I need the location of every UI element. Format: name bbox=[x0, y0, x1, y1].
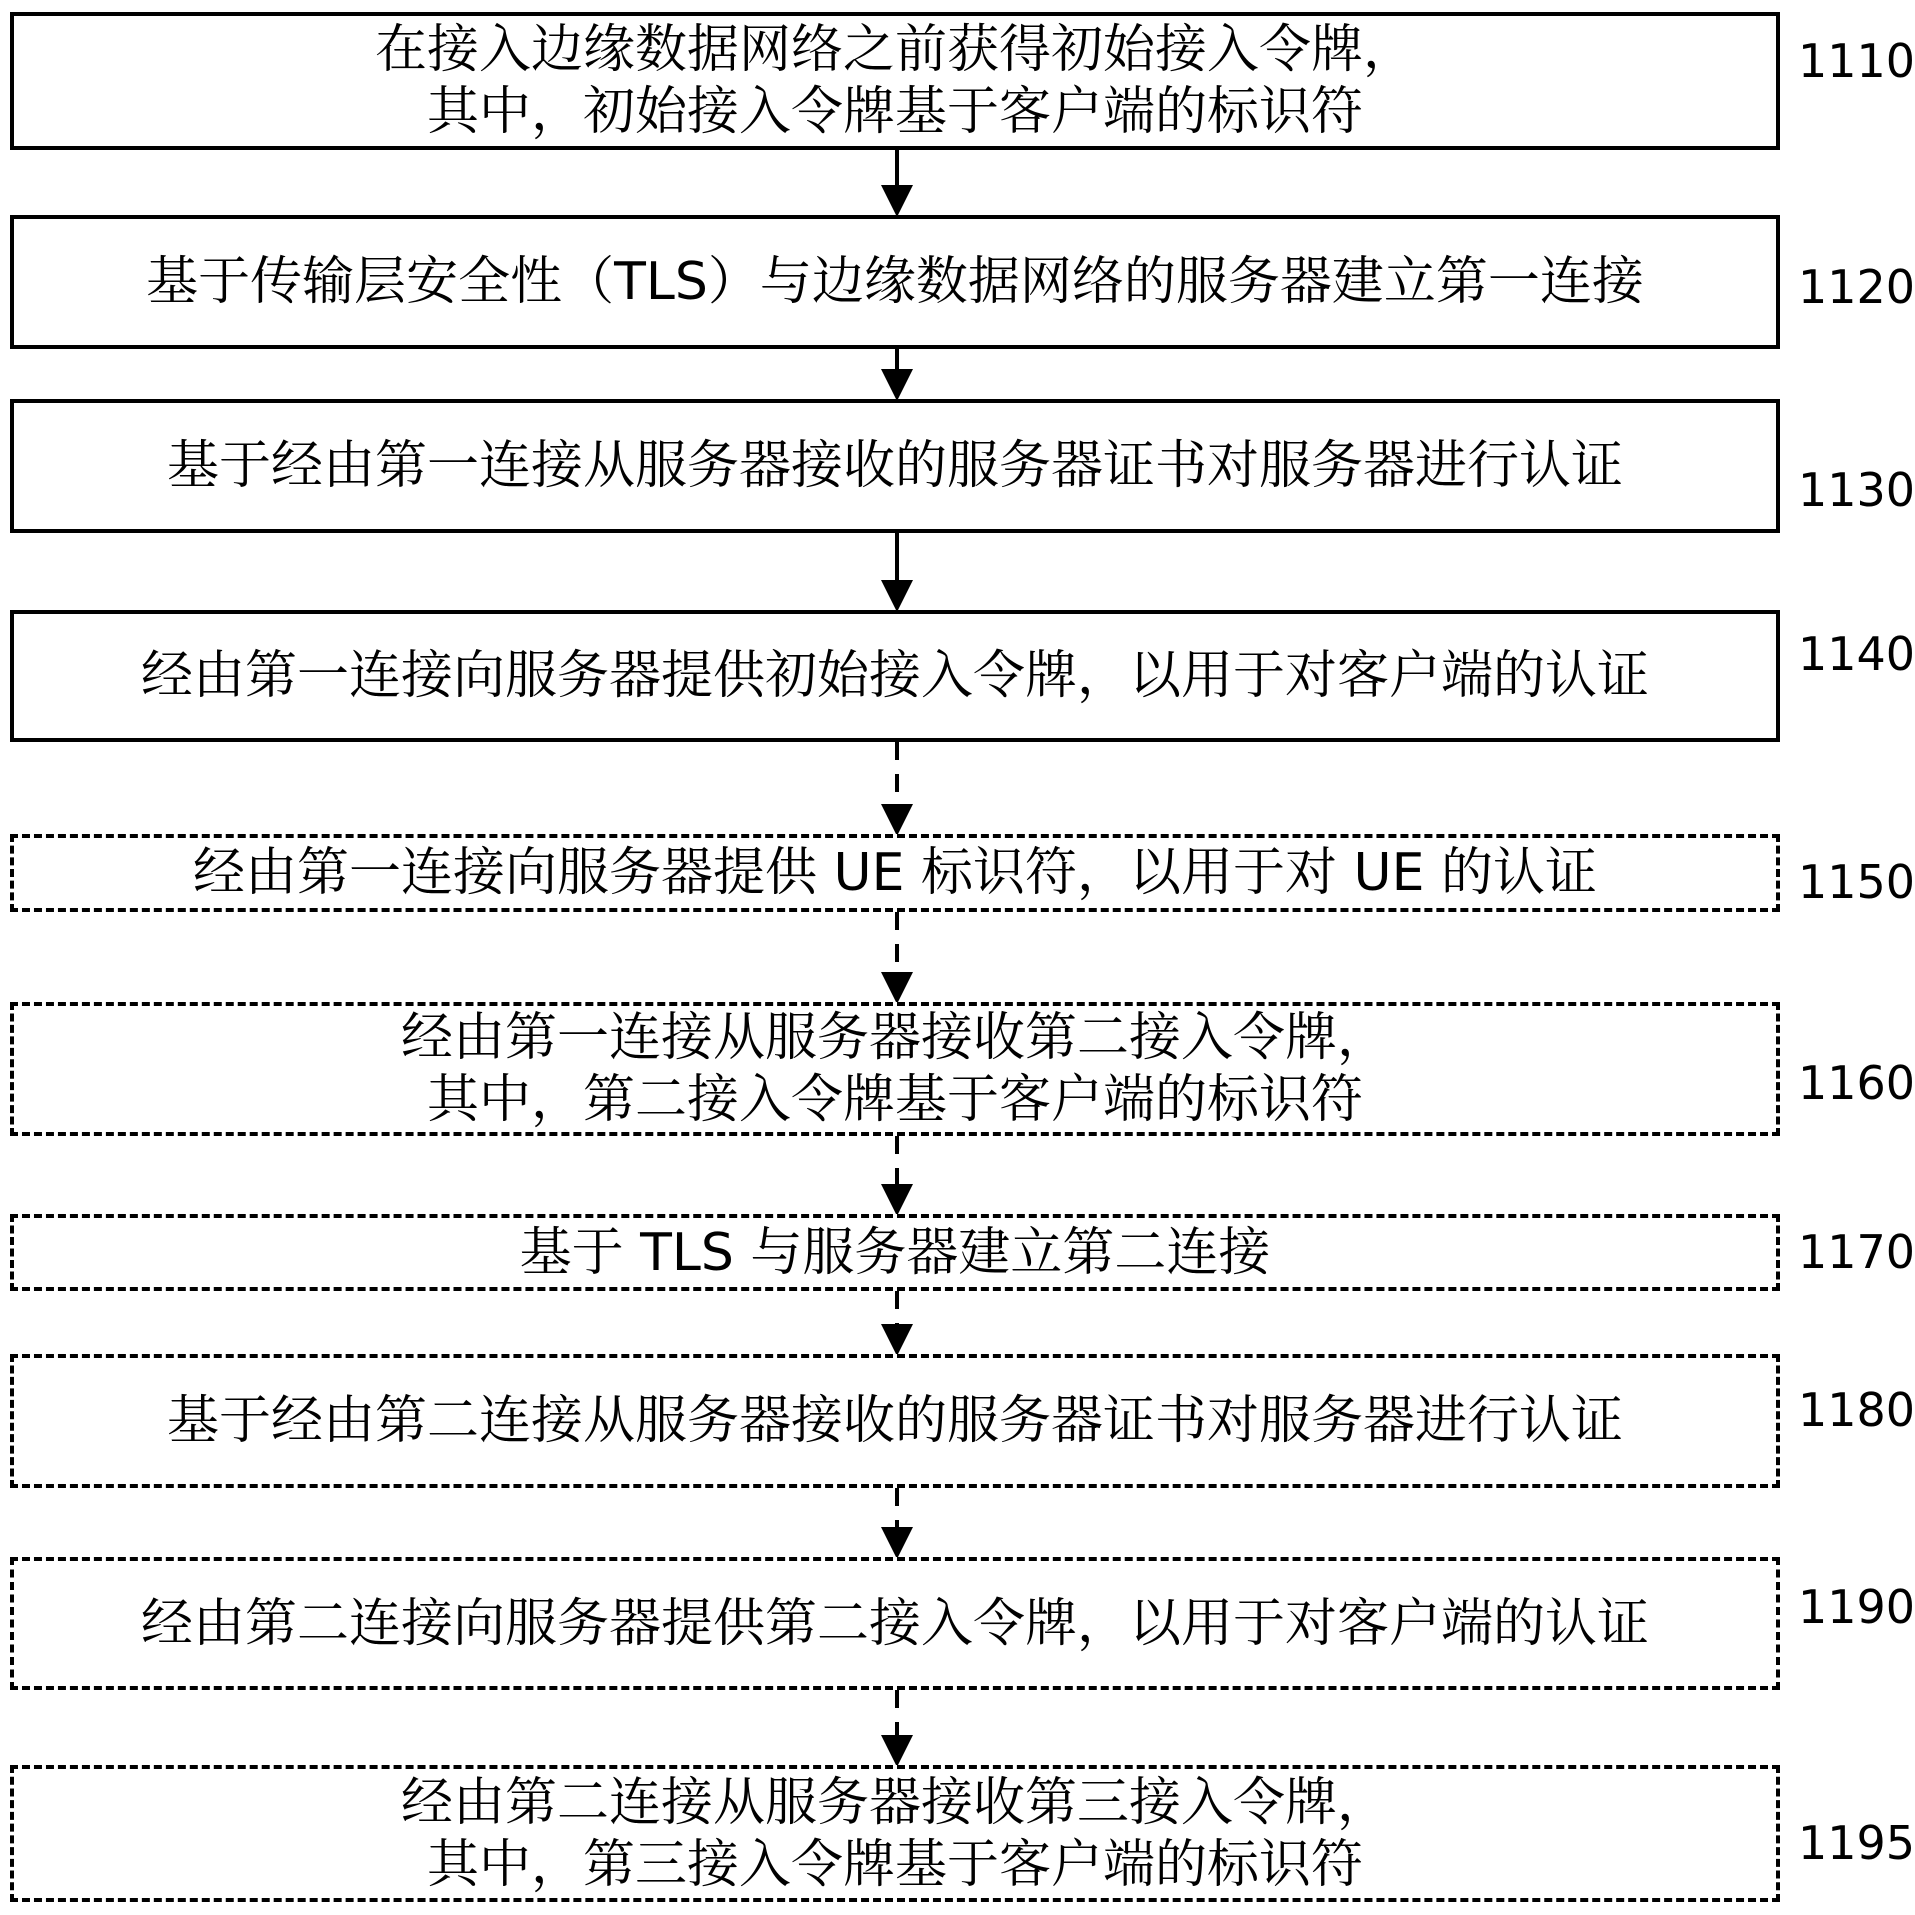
step-1195-line-2: 其中，第三接入令牌基于客户端的标识符 bbox=[426, 1834, 1363, 1895]
step-1160-line-2: 其中，第二接入令牌基于客户端的标识符 bbox=[426, 1070, 1363, 1130]
step-1160-line-1: 经由第一连接从服务器接收第二接入令牌， bbox=[400, 1008, 1389, 1068]
step-1170-line-1: 基于 TLS 与服务器建立第二连接 bbox=[519, 1222, 1271, 1283]
step-box-1120 bbox=[10, 215, 1780, 349]
step-1195-line-1: 经由第二连接从服务器接收第三接入令牌， bbox=[400, 1772, 1389, 1833]
step-label-1110: 1110 bbox=[1798, 34, 1915, 88]
step-box-1160 bbox=[10, 1002, 1780, 1136]
step-label-1120: 1120 bbox=[1798, 260, 1915, 314]
step-label-1140: 1140 bbox=[1798, 627, 1915, 681]
step-label-1195: 1195 bbox=[1798, 1816, 1915, 1870]
step-box-1130 bbox=[10, 399, 1780, 533]
step-box-1195 bbox=[10, 1765, 1780, 1902]
step-1150-line-1: 经由第一连接向服务器提供 UE 标识符，以用于对 UE 的认证 bbox=[193, 843, 1597, 903]
step-1140-line-1: 经由第一连接向服务器提供初始接入令牌，以用于对客户端的认证 bbox=[140, 646, 1649, 706]
step-label-1160: 1160 bbox=[1798, 1056, 1915, 1110]
step-box-1190 bbox=[10, 1557, 1780, 1690]
step-1110-line-2: 其中，初始接入令牌基于客户端的标识符 bbox=[426, 82, 1363, 142]
step-1120-line-1: 基于传输层安全性（TLS）与边缘数据网络的服务器建立第一连接 bbox=[146, 252, 1644, 312]
step-1130-line-1: 基于经由第一连接从服务器接收的服务器证书对服务器进行认证 bbox=[166, 436, 1623, 496]
step-box-1180 bbox=[10, 1354, 1780, 1488]
step-label-1130: 1130 bbox=[1798, 463, 1915, 517]
step-label-1180: 1180 bbox=[1798, 1383, 1915, 1437]
step-box-1150 bbox=[10, 834, 1780, 912]
step-1180-line-1: 基于经由第二连接从服务器接收的服务器证书对服务器进行认证 bbox=[166, 1391, 1623, 1451]
step-box-1140 bbox=[10, 610, 1780, 742]
step-1110-line-1: 在接入边缘数据网络之前获得初始接入令牌， bbox=[374, 20, 1415, 80]
step-1190-line-1: 经由第二连接向服务器提供第二接入令牌，以用于对客户端的认证 bbox=[140, 1593, 1649, 1654]
step-label-1150: 1150 bbox=[1798, 855, 1915, 909]
step-box-1170 bbox=[10, 1214, 1780, 1291]
step-box-1110 bbox=[10, 12, 1780, 150]
step-label-1190: 1190 bbox=[1798, 1580, 1915, 1634]
step-label-1170: 1170 bbox=[1798, 1225, 1915, 1279]
